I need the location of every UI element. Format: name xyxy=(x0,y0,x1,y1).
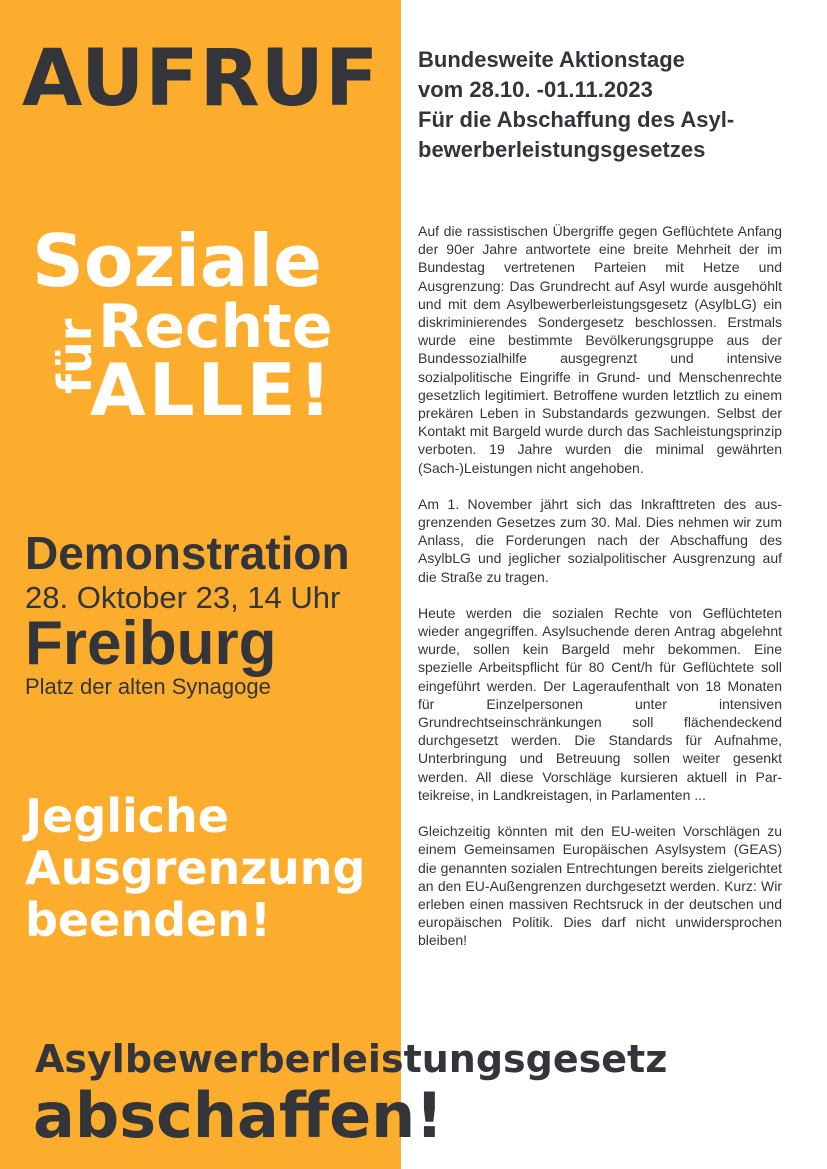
slogan-vertical-fuer: für xyxy=(48,318,102,394)
headline-line: bewerberleistungsgesetzes xyxy=(418,137,706,162)
bottom-slogan-law: Asylbewerberleistungsgesetz xyxy=(35,1037,668,1081)
demo-date: 28. Oktober 23, 14 Uhr xyxy=(25,580,341,615)
body-paragraph: Am 1. November jährt sich das Inkrafttreten des ausgrenzenden Gesetzes zum 30. Mal. Dies nehmen wir zum Anlass, die Forderungen nach der Abschaffung des AsylbLG und jeglicher sozialpolitischer Ausgrenzung auf die Straße zu tragen. xyxy=(418,495,782,585)
body-paragraph: Heute werden die sozialen Rechte von Geflüchteten wieder angegriffen. Asylsuchende deren Antrag abgelehnt wurde, sollen kein Bargeld mehr bekommen. Eine spezielle Arbeitspflicht für 80 Cent/h für Geflüchtete soll eingeführt werden. Der Lageraufenthalt von 18 Monaten für Einzelpersonen unter intensiven Grundrechtseinschränkungen soll flächendeckend durchgesetzt werden. Die Standards für Aufnahme, Unterbringung und Betreuung sollen weiter gesenkt werden. All diese Vorschläge kursieren aktuell in Parteikreise, in Landkreistagen, in Parlamenten ... xyxy=(418,604,782,803)
slogan-line-rechte: Rechte xyxy=(98,292,333,362)
slogan-line-alle: ALLE! xyxy=(90,348,335,432)
poster-title: AUFRUF xyxy=(22,34,380,124)
bottom-slogan-abolish: abschaffen! xyxy=(33,1079,444,1152)
headline-line: vom 28.10. -01.11.2023 xyxy=(418,77,653,102)
exclusion-line: beenden! xyxy=(25,893,271,947)
demo-title: Demonstration xyxy=(25,527,350,579)
exclusion-line: Jegliche xyxy=(25,789,229,843)
headline-line: Bundesweite Aktionstage xyxy=(418,47,685,72)
body-paragraph: Auf die rassistischen Übergriffe gegen Geflüchtete Anfang der 90er Jahre antwortete eine breite Mehrheit der im Bundestag vertretenen Parteien mit Hetze und Ausgrenzung: Das Grundrecht auf Asyl wurde ausgehöhlt und mit dem Asylbewerberleistungsgesetz (AsylbLG) ein diskriminierendes Sondergesetz beschlossen. Erstmals wurde eine bestimmte Bevölkerungsgruppe aus der Bundessozialhilfe ausgegrenzt und intensive sozialpolitische Eingriffe in Grund- und Menschenrechte gesetzlich legitimiert. Betroffene wurden letztlich zu einem prekären Leben in Substandards gezwungen. Selbst der Kontakt mit Bargeld wurde durch das Sachleistungsprinzip verboten. 19 Jahre wurden die minimal gewährten (Sach-)Leistungen nicht angehoben. xyxy=(418,223,782,476)
slogan-line-soziale: Soziale xyxy=(32,219,323,303)
headline-line: Für die Abschaffung des Asyl- xyxy=(418,107,735,132)
exclusion-slogan xyxy=(25,790,366,946)
headline xyxy=(418,45,798,165)
exclusion-line: Ausgrenzung xyxy=(25,841,366,895)
body-text xyxy=(418,222,782,968)
demo-city: Freiburg xyxy=(25,609,277,678)
body-paragraph: Gleichzeitig könnten mit den EU-weiten Vorschlägen zu einem Gemeinsamen Europäischen Asylsystem (GEAS) die genannten sozialen Entrechtungen bereits zielgerichtet an den EU-Außengrenzen durchgesetzt werden. Kurz: Wir erleben einen massiven Rechtsruck in der deutschen und europäischen Politik. Dies darf nicht unwidersprochen bleiben! xyxy=(418,823,782,949)
demo-place: Platz der alten Synagoge xyxy=(25,674,271,699)
